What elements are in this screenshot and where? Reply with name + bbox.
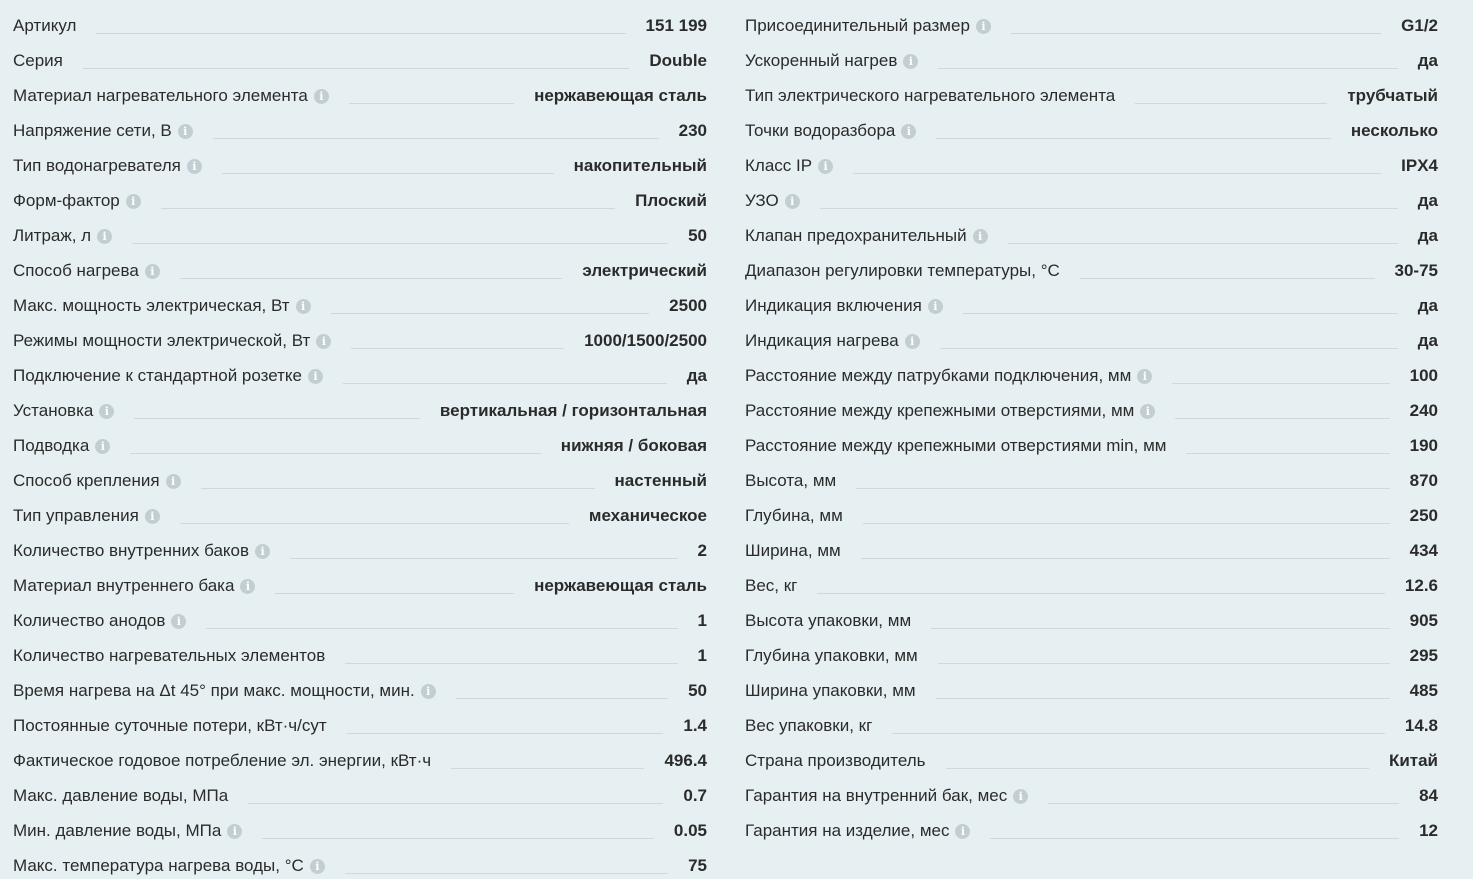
leader-line bbox=[96, 32, 625, 34]
spec-value: нержавеющая сталь bbox=[534, 576, 707, 595]
info-icon[interactable]: i bbox=[126, 194, 141, 209]
spec-row bbox=[745, 319, 1438, 354]
spec-label bbox=[745, 13, 991, 39]
spec-label-text: Подводка bbox=[13, 436, 90, 455]
leader-line bbox=[161, 207, 615, 209]
spec-label-text: Вес, кг bbox=[745, 576, 798, 595]
info-icon[interactable]: i bbox=[308, 369, 323, 384]
leader-line bbox=[180, 277, 563, 279]
leader-line bbox=[132, 242, 668, 244]
info-icon[interactable]: i bbox=[255, 544, 270, 559]
spec-label-text: Высота, мм bbox=[745, 471, 837, 490]
spec-value: 870 bbox=[1409, 471, 1438, 490]
spec-label bbox=[13, 748, 431, 774]
spec-label-text: Тип электрического нагревательного элемента bbox=[745, 86, 1116, 105]
spec-label-text: Макс. температура нагрева воды, °С bbox=[13, 856, 304, 875]
leader-line bbox=[134, 417, 420, 419]
spec-label-text: Количество нагревательных элементов bbox=[13, 646, 326, 665]
leader-line bbox=[863, 522, 1390, 524]
leader-line bbox=[861, 557, 1390, 559]
spec-row bbox=[745, 424, 1438, 459]
spec-label-text: Индикация нагрева bbox=[745, 331, 899, 350]
spec-label-text: Расстояние между крепежными отверстиями min, мм bbox=[745, 436, 1167, 455]
spec-label-text: Гарантия на изделие, мес bbox=[745, 821, 950, 840]
spec-row bbox=[13, 389, 707, 424]
spec-label-text: УЗО bbox=[745, 191, 779, 210]
spec-value: нижняя / боковая bbox=[560, 436, 707, 455]
info-icon[interactable]: i bbox=[145, 509, 160, 524]
spec-label-text: Вес упаковки, кг bbox=[745, 716, 873, 735]
spec-row bbox=[745, 214, 1438, 249]
spec-row bbox=[13, 4, 707, 39]
spec-label-text: Установка bbox=[13, 401, 94, 420]
spec-label-text: Напряжение сети, В bbox=[13, 121, 172, 140]
spec-label bbox=[13, 398, 114, 424]
leader-line bbox=[456, 697, 668, 699]
spec-label-text: Гарантия на внутренний бак, мес bbox=[745, 786, 1008, 805]
spec-label-text: Литраж, л bbox=[13, 226, 92, 245]
spec-row bbox=[13, 144, 707, 179]
info-icon[interactable]: i bbox=[145, 264, 160, 279]
spec-label-text: Способ крепления bbox=[13, 471, 160, 490]
spec-label bbox=[13, 13, 76, 39]
spec-label bbox=[745, 748, 926, 774]
spec-value: 230 bbox=[678, 121, 707, 140]
spec-row bbox=[13, 844, 707, 879]
spec-value: 100 bbox=[1409, 366, 1438, 385]
leader-line bbox=[936, 697, 1390, 699]
spec-row bbox=[13, 774, 707, 809]
spec-label-text: Способ нагрева bbox=[13, 261, 139, 280]
spec-value: 434 bbox=[1409, 541, 1438, 560]
spec-value: 14.8 bbox=[1404, 716, 1438, 735]
spec-label bbox=[745, 678, 916, 704]
spec-label bbox=[745, 713, 872, 739]
spec-value: настенный bbox=[614, 471, 707, 490]
spec-row bbox=[745, 74, 1438, 109]
spec-row bbox=[745, 459, 1438, 494]
spec-value: 0.05 bbox=[673, 821, 707, 840]
spec-value: Плоский bbox=[635, 191, 707, 210]
spec-value: 151 199 bbox=[645, 16, 707, 35]
spec-row bbox=[13, 179, 707, 214]
leader-line bbox=[938, 662, 1390, 664]
info-icon[interactable]: i bbox=[316, 334, 331, 349]
info-icon[interactable]: i bbox=[296, 299, 311, 314]
leader-line bbox=[946, 767, 1369, 769]
spec-row bbox=[745, 144, 1438, 179]
spec-label-text: Количество анодов bbox=[13, 611, 166, 630]
leader-line bbox=[343, 382, 667, 384]
info-icon[interactable]: i bbox=[905, 334, 920, 349]
spec-row bbox=[13, 74, 707, 109]
spec-label bbox=[13, 48, 63, 74]
spec-label-text: Количество внутренних баков bbox=[13, 541, 250, 560]
spec-value: да bbox=[1417, 331, 1438, 350]
spec-label bbox=[13, 713, 327, 739]
spec-value: 50 bbox=[688, 681, 707, 700]
leader-line bbox=[963, 312, 1398, 314]
spec-label bbox=[13, 433, 110, 459]
leader-line bbox=[248, 802, 663, 804]
spec-row bbox=[745, 704, 1438, 739]
spec-label bbox=[745, 293, 943, 319]
spec-row bbox=[745, 494, 1438, 529]
spec-row bbox=[745, 739, 1438, 774]
spec-row bbox=[13, 529, 707, 564]
info-icon[interactable]: i bbox=[903, 54, 918, 69]
spec-label-text: Материал нагревательного элемента bbox=[13, 86, 308, 105]
leader-line bbox=[262, 837, 654, 839]
spec-row bbox=[13, 249, 707, 284]
leader-line bbox=[892, 732, 1385, 734]
spec-value: 250 bbox=[1409, 506, 1438, 525]
leader-line bbox=[936, 137, 1331, 139]
spec-row bbox=[745, 599, 1438, 634]
spec-row bbox=[13, 634, 707, 669]
leader-line bbox=[347, 732, 664, 734]
spec-label-text: Мин. давление воды, МПа bbox=[13, 821, 222, 840]
spec-label-text: Точки водоразбора bbox=[745, 121, 896, 140]
spec-value: да bbox=[686, 366, 707, 385]
leader-line bbox=[180, 522, 569, 524]
spec-row bbox=[745, 284, 1438, 319]
spec-label bbox=[13, 258, 160, 284]
leader-line bbox=[1186, 452, 1389, 454]
spec-row bbox=[13, 319, 707, 354]
info-icon[interactable]: i bbox=[421, 684, 436, 699]
spec-label-text: Индикация включения bbox=[745, 296, 922, 315]
spec-label bbox=[745, 503, 843, 529]
spec-label bbox=[745, 433, 1166, 459]
spec-label bbox=[745, 573, 797, 599]
spec-label-text: Расстояние между крепежными отверстиями, мм bbox=[745, 401, 1135, 420]
spec-value: несколько bbox=[1350, 121, 1438, 140]
leader-line bbox=[990, 837, 1399, 839]
spec-value: 2500 bbox=[669, 296, 707, 315]
leader-line bbox=[1175, 417, 1389, 419]
spec-value: трубчатый bbox=[1347, 86, 1438, 105]
info-icon[interactable]: i bbox=[166, 474, 181, 489]
spec-label bbox=[745, 118, 916, 144]
spec-label-text: Ширина упаковки, мм bbox=[745, 681, 916, 700]
spec-value: 30-75 bbox=[1394, 261, 1438, 280]
info-icon[interactable]: i bbox=[955, 824, 970, 839]
spec-label bbox=[13, 118, 193, 144]
spec-label bbox=[13, 818, 242, 844]
spec-label-text: Глубина, мм bbox=[745, 506, 843, 525]
spec-row bbox=[745, 774, 1438, 809]
spec-label bbox=[745, 258, 1060, 284]
spec-value: 1 bbox=[697, 646, 707, 665]
leader-line bbox=[275, 592, 514, 594]
spec-label-text: Глубина упаковки, мм bbox=[745, 646, 918, 665]
spec-value: да bbox=[1417, 51, 1438, 70]
leader-line bbox=[130, 452, 540, 454]
spec-label-text: Форм-фактор bbox=[13, 191, 120, 210]
info-icon[interactable]: i bbox=[99, 404, 114, 419]
spec-value: 496.4 bbox=[664, 751, 707, 770]
spec-value: да bbox=[1417, 226, 1438, 245]
spec-label bbox=[13, 853, 325, 879]
spec-label bbox=[13, 643, 325, 669]
spec-label bbox=[13, 608, 186, 634]
spec-value: Китай bbox=[1388, 751, 1438, 770]
spec-label-text: Класс IP bbox=[745, 156, 813, 175]
spec-value: 295 bbox=[1409, 646, 1438, 665]
leader-line bbox=[351, 347, 564, 349]
spec-row bbox=[745, 669, 1438, 704]
spec-row bbox=[13, 459, 707, 494]
specifications-column-left bbox=[13, 4, 707, 879]
spec-label bbox=[745, 48, 918, 74]
spec-label-text: Тип водонагревателя bbox=[13, 156, 181, 175]
leader-line bbox=[1135, 102, 1327, 104]
spec-row bbox=[13, 669, 707, 704]
spec-label bbox=[13, 328, 331, 354]
leader-line bbox=[940, 347, 1398, 349]
spec-label bbox=[745, 643, 918, 669]
spec-label-text: Диапазон регулировки температуры, °С bbox=[745, 261, 1060, 280]
spec-value: 1 bbox=[697, 611, 707, 630]
spec-value: IPX4 bbox=[1401, 156, 1438, 175]
leader-line bbox=[856, 487, 1389, 489]
spec-label bbox=[13, 83, 329, 109]
spec-label-text: Фактическое годовое потребление эл. энергии, кВт·ч bbox=[13, 751, 432, 770]
spec-value: G1/2 bbox=[1401, 16, 1438, 35]
spec-row bbox=[13, 214, 707, 249]
leader-line bbox=[222, 172, 554, 174]
info-icon[interactable]: i bbox=[240, 579, 255, 594]
spec-row bbox=[13, 354, 707, 389]
spec-row bbox=[745, 634, 1438, 669]
spec-label-text: Режимы мощности электрической, Вт bbox=[13, 331, 311, 350]
spec-label bbox=[13, 678, 436, 704]
info-icon[interactable]: i bbox=[314, 89, 329, 104]
info-icon[interactable]: i bbox=[178, 124, 193, 139]
spec-row bbox=[745, 4, 1438, 39]
spec-value: да bbox=[1417, 191, 1438, 210]
leader-line bbox=[201, 487, 595, 489]
spec-label bbox=[745, 468, 836, 494]
spec-label bbox=[13, 363, 323, 389]
spec-label bbox=[13, 538, 270, 564]
leader-line bbox=[213, 137, 659, 139]
spec-label-text: Ширина, мм bbox=[745, 541, 841, 560]
leader-line bbox=[83, 67, 630, 69]
spec-label-text: Макс. давление воды, МПа bbox=[13, 786, 229, 805]
spec-label bbox=[13, 153, 202, 179]
leader-line bbox=[1011, 32, 1381, 34]
spec-value: 75 bbox=[688, 856, 707, 875]
spec-value: да bbox=[1417, 296, 1438, 315]
info-icon[interactable]: i bbox=[1137, 369, 1152, 384]
info-icon[interactable]: i bbox=[973, 229, 988, 244]
spec-label-text: Макс. мощность электрическая, Вт bbox=[13, 296, 290, 315]
spec-row bbox=[13, 704, 707, 739]
info-icon[interactable]: i bbox=[227, 824, 242, 839]
info-icon[interactable]: i bbox=[976, 19, 991, 34]
leader-line bbox=[1048, 802, 1399, 804]
spec-value: накопительный bbox=[573, 156, 707, 175]
spec-label-text: Материал внутреннего бака bbox=[13, 576, 235, 595]
spec-label bbox=[13, 188, 141, 214]
leader-line bbox=[938, 67, 1397, 69]
spec-row bbox=[745, 39, 1438, 74]
info-icon[interactable]: i bbox=[785, 194, 800, 209]
leader-line bbox=[1080, 277, 1375, 279]
spec-value: нержавеющая сталь bbox=[534, 86, 707, 105]
spec-label-text: Ускоренный нагрев bbox=[745, 51, 898, 70]
spec-label-text: Страна производитель bbox=[745, 751, 926, 770]
spec-row bbox=[13, 39, 707, 74]
spec-label-text: Серия bbox=[13, 51, 63, 70]
leader-line bbox=[1172, 382, 1389, 384]
spec-label-text: Присоединительный размер bbox=[745, 16, 970, 35]
spec-value: 12 bbox=[1419, 821, 1438, 840]
spec-label-text: Тип управления bbox=[13, 506, 139, 525]
spec-label bbox=[745, 363, 1152, 389]
spec-label bbox=[745, 818, 970, 844]
spec-value: 12.6 bbox=[1404, 576, 1438, 595]
info-icon[interactable]: i bbox=[171, 614, 186, 629]
spec-label bbox=[745, 223, 988, 249]
info-icon[interactable]: i bbox=[1140, 404, 1155, 419]
spec-row bbox=[13, 564, 707, 599]
leader-line bbox=[345, 662, 677, 664]
leader-line bbox=[206, 627, 677, 629]
spec-label-text: Время нагрева на Δt 45° при макс. мощности, мин. bbox=[13, 681, 415, 700]
spec-value: 2 bbox=[697, 541, 707, 560]
spec-row bbox=[13, 599, 707, 634]
spec-value: 240 bbox=[1409, 401, 1438, 420]
leader-line bbox=[931, 627, 1389, 629]
leader-line bbox=[345, 872, 668, 874]
info-icon[interactable]: i bbox=[901, 124, 916, 139]
spec-row bbox=[745, 809, 1438, 844]
spec-label bbox=[13, 503, 160, 529]
spec-label-text: Расстояние между патрубками подключения, мм bbox=[745, 366, 1132, 385]
leader-line bbox=[349, 102, 514, 104]
spec-label-text: Клапан предохранительный bbox=[745, 226, 967, 245]
leader-line bbox=[290, 557, 677, 559]
spec-row bbox=[13, 424, 707, 459]
spec-value: Double bbox=[649, 51, 707, 70]
spec-row bbox=[745, 249, 1438, 284]
spec-label bbox=[745, 83, 1115, 109]
spec-row bbox=[13, 284, 707, 319]
spec-value: вертикальная / горизонтальная bbox=[439, 401, 707, 420]
spec-value: 1000/1500/2500 bbox=[584, 331, 707, 350]
spec-label bbox=[13, 223, 112, 249]
spec-label bbox=[745, 153, 833, 179]
spec-value: 190 bbox=[1409, 436, 1438, 455]
specifications-column-right bbox=[745, 4, 1438, 844]
spec-row bbox=[13, 494, 707, 529]
spec-label bbox=[13, 783, 228, 809]
spec-row bbox=[13, 109, 707, 144]
spec-row bbox=[13, 809, 707, 844]
spec-label bbox=[13, 468, 181, 494]
info-icon[interactable]: i bbox=[187, 159, 202, 174]
leader-line bbox=[853, 172, 1381, 174]
spec-label-text: Высота упаковки, мм bbox=[745, 611, 912, 630]
spec-value: 1.4 bbox=[683, 716, 707, 735]
spec-label bbox=[13, 293, 311, 319]
info-icon[interactable]: i bbox=[310, 859, 325, 874]
leader-line bbox=[817, 592, 1385, 594]
spec-label bbox=[745, 538, 841, 564]
spec-row bbox=[745, 529, 1438, 564]
spec-label bbox=[745, 328, 920, 354]
info-icon[interactable]: i bbox=[818, 159, 833, 174]
spec-value: 485 bbox=[1409, 681, 1438, 700]
spec-row bbox=[745, 564, 1438, 599]
spec-label-text: Артикул bbox=[13, 16, 77, 35]
spec-value: электрический bbox=[582, 261, 707, 280]
spec-row bbox=[13, 739, 707, 774]
spec-row bbox=[745, 109, 1438, 144]
spec-label bbox=[745, 783, 1028, 809]
spec-row bbox=[745, 389, 1438, 424]
spec-label bbox=[745, 398, 1155, 424]
spec-value: механическое bbox=[588, 506, 707, 525]
leader-line bbox=[451, 767, 644, 769]
spec-label-text: Постоянные суточные потери, кВт·ч/сут bbox=[13, 716, 327, 735]
spec-row bbox=[745, 354, 1438, 389]
spec-row bbox=[745, 179, 1438, 214]
spec-label-text: Подключение к стандартной розетке bbox=[13, 366, 302, 385]
spec-value: 84 bbox=[1419, 786, 1438, 805]
leader-line bbox=[331, 312, 650, 314]
spec-value: 0.7 bbox=[683, 786, 707, 805]
spec-value: 50 bbox=[688, 226, 707, 245]
spec-label bbox=[745, 188, 800, 214]
info-icon[interactable]: i bbox=[1013, 789, 1028, 804]
info-icon[interactable]: i bbox=[97, 229, 112, 244]
info-icon[interactable]: i bbox=[928, 299, 943, 314]
info-icon[interactable]: i bbox=[95, 439, 110, 454]
spec-label bbox=[13, 573, 255, 599]
spec-label bbox=[745, 608, 911, 634]
spec-value: 905 bbox=[1409, 611, 1438, 630]
leader-line bbox=[1008, 242, 1398, 244]
leader-line bbox=[820, 207, 1398, 209]
